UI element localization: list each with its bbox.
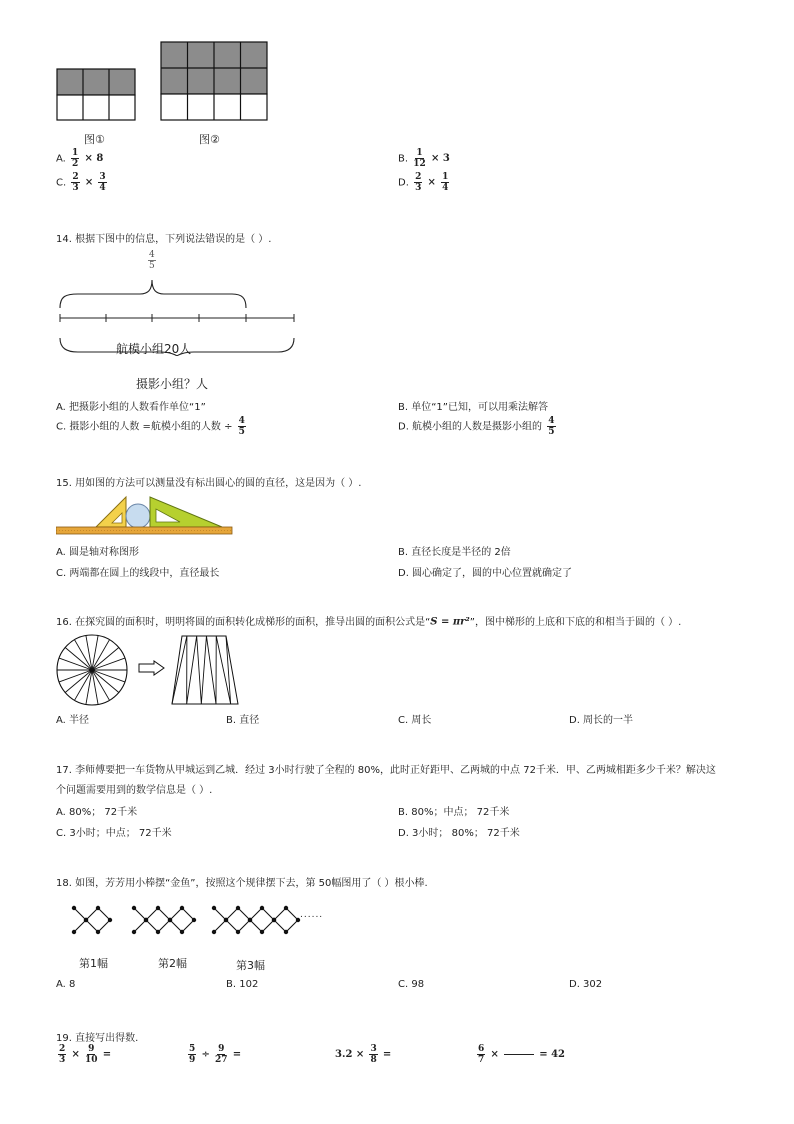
q13-figure-1: [56, 68, 138, 122]
q17-stem-line2: 个问题需要用到的数学信息是（ ）.: [56, 785, 213, 796]
q13-b-fraction: $\frac{1}{12}$: [413, 148, 426, 169]
q18-ellipsis: ......: [300, 910, 324, 920]
q13-option-a[interactable]: A. $\frac{1}{2}$ × 8: [56, 148, 104, 169]
q13-a-fraction: $\frac{1}{2}$: [72, 148, 79, 169]
q17-stem-line1: 17. 李师傅要把一车货物从甲城运到乙城．经过 3小时行驶了全程的 80%，此时正好距甲、乙两城的中点 72千米．甲、乙两城相距多少千米？解决这: [56, 765, 716, 776]
q17-option-b[interactable]: B. 80%；中点； 72千米: [398, 807, 510, 818]
q15-ruler-triangles-figure: [56, 494, 236, 538]
q19-expression-1[interactable]: $\frac{2}{3}$ × $\frac{9}{10}$ =: [59, 1044, 112, 1065]
q17-option-c[interactable]: C. 3小时；中点； 72千米: [56, 828, 172, 839]
q14-d-fraction: $\frac{4}{5}$: [548, 416, 555, 437]
q15-stem: 15. 用如图的方法可以测量没有标出圆心的圆的直径，这是因为（ ）.: [56, 478, 362, 489]
q16-option-d[interactable]: D. 周长的一半: [569, 715, 634, 726]
q15-option-a[interactable]: A. 圆是轴对称图形: [56, 547, 140, 558]
q13-option-d[interactable]: D. $\frac{2}{3}$ × $\frac{1}{4}$: [398, 172, 449, 193]
q14-label-photo-group: 摄影小组？人: [136, 377, 209, 391]
q16-option-a[interactable]: A. 半径: [56, 715, 90, 726]
q14-option-c[interactable]: C. 摄影小组的人数 =航模小组的人数 ÷ $\frac{4}{5}$: [56, 416, 245, 437]
q18-option-a[interactable]: A. 8: [56, 979, 76, 990]
q13-figure-2: [160, 41, 270, 122]
q19-answer-blank[interactable]: [504, 1054, 534, 1055]
q13-d-fraction-1: $\frac{2}{3}$: [415, 172, 422, 193]
q13-fig1-label: 图①: [84, 133, 105, 146]
q14-option-b[interactable]: B. 单位“1”已知，可以用乘法解答: [398, 402, 548, 413]
q13-option-c[interactable]: C. $\frac{2}{3}$ × $\frac{3}{4}$: [56, 172, 106, 193]
q15-option-b[interactable]: B. 直径长度是半径的 2倍: [398, 547, 511, 558]
q18-goldfish-pattern-figure: [68, 894, 348, 946]
q13-c-fraction-1: $\frac{2}{3}$: [72, 172, 79, 193]
q19-expression-2[interactable]: $\frac{5}{9}$ ÷ $\frac{9}{27}$ =: [189, 1044, 242, 1065]
q17-option-a[interactable]: A. 80%； 72千米: [56, 807, 138, 818]
q16-circle-sectors-figure: [54, 632, 130, 708]
q19-expression-4[interactable]: $\frac{6}{7}$ × = 42: [478, 1044, 565, 1065]
q16-area-formula: S = πr²: [430, 616, 470, 628]
q16-option-b[interactable]: B. 直径: [226, 715, 260, 726]
q13-d-fraction-2: $\frac{1}{4}$: [442, 172, 449, 193]
q18-option-c[interactable]: C. 98: [398, 979, 425, 990]
q15-option-c[interactable]: C. 两端都在圆上的线段中，直径最长: [56, 568, 220, 579]
q13-c-fraction-2: $\frac{3}{4}$: [99, 172, 106, 193]
q18-option-d[interactable]: D. 302: [569, 979, 603, 990]
q14-c-fraction: $\frac{4}{5}$: [238, 416, 245, 437]
q16-stem: 16. 在探究圆的面积时，明明将圆的面积转化成梯形的面积，推导出圆的面积公式是“S = πr²”，图中梯形的上底和下底的和相当于圆的（ ）.: [56, 616, 682, 628]
q16-option-c[interactable]: C. 周长: [398, 715, 432, 726]
q14-label-model-group: 航模小组20人: [116, 342, 192, 356]
q14-figure-fraction: $\frac{4}{5}$: [149, 250, 155, 271]
q18-caption-1: 第1幅: [79, 957, 108, 970]
q18-caption-2: 第2幅: [158, 957, 187, 970]
q15-option-d[interactable]: D. 圆心确定了，圆的中心位置就确定了: [398, 568, 573, 579]
q16-arrow-icon: [138, 660, 166, 676]
q19-stem: 19. 直接写出得数.: [56, 1033, 139, 1044]
q14-option-d[interactable]: D. 航模小组的人数是摄影小组的 $\frac{4}{5}$: [398, 416, 555, 437]
q17-option-d[interactable]: D. 3小时； 80%； 72千米: [398, 828, 520, 839]
q18-option-b[interactable]: B. 102: [226, 979, 259, 990]
q19-expression-3[interactable]: 3.2 × $\frac{3}{8}$ =: [335, 1044, 392, 1065]
q13-option-b[interactable]: B. $\frac{1}{12}$ × 3: [398, 148, 450, 169]
q16-trapezoid-figure: [170, 634, 240, 706]
q14-option-a[interactable]: A. 把摄影小组的人数看作单位“1”: [56, 402, 206, 413]
q18-stem: 18. 如图，芳芳用小棒摆“金鱼”，按照这个规律摆下去，第 50幅图用了（ ）根小棒.: [56, 878, 428, 889]
q13-fig2-label: 图②: [199, 133, 220, 146]
q14-stem: 14. 根据下图中的信息，下列说法错误的是（ ）.: [56, 234, 272, 245]
q18-caption-3: 第3幅: [236, 959, 265, 972]
